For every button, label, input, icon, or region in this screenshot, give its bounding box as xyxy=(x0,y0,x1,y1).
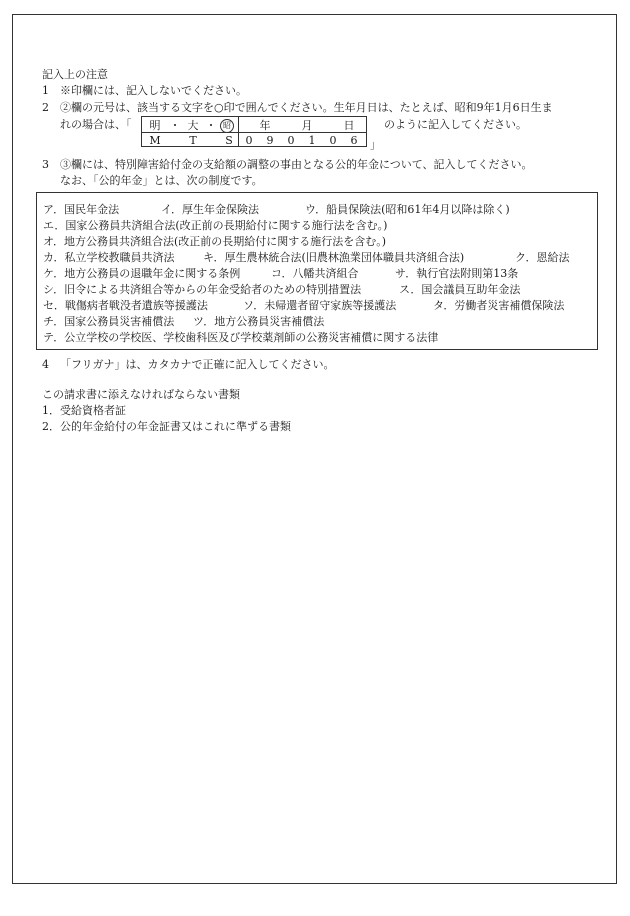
era-date-example-box xyxy=(141,116,367,147)
date-digit: 1 xyxy=(308,134,316,147)
era-taisho: 大 xyxy=(187,119,199,132)
law-item: オ．地方公務員共済組合法(改正前の長期給付に関する施行法を含む。) xyxy=(43,235,387,248)
notes-heading: 記入上の注意 xyxy=(42,68,108,81)
law-item: エ．国家公務員共済組合法(改正前の長期給付に関する施行法を含む。) xyxy=(43,219,388,232)
era-meiji: 明 xyxy=(149,119,161,132)
date-label-month: 月 xyxy=(301,119,313,132)
note-1-text: ※印欄には、記入しないでください。 xyxy=(60,84,247,97)
law-item: チ．国家公務員災害補償法 xyxy=(43,315,175,328)
note-3-number: 3 xyxy=(42,158,49,171)
law-item: ク．恩給法 xyxy=(515,251,570,264)
era-code-s: S xyxy=(225,134,233,147)
law-item: タ．労働者災害補償保険法 xyxy=(433,299,565,312)
era-date-separator xyxy=(238,117,239,146)
note-2-line-2: れの場合は、「 xyxy=(60,118,132,131)
era-code-m: M xyxy=(149,134,161,147)
law-item: ケ．地方公務員の退職年金に関する条例 xyxy=(43,267,241,280)
note-3-line-2: なお、「公的年金」とは、次の制度です。 xyxy=(60,174,263,187)
law-item: キ．厚生農林統合法(旧農林漁業団体職員共済組合法) xyxy=(203,251,465,264)
date-digit: 9 xyxy=(266,134,274,147)
note-2-number: 2 xyxy=(42,101,49,114)
law-item: イ．厚生年金保険法 xyxy=(161,203,260,216)
era-showa-circled xyxy=(220,118,234,133)
public-pension-laws-box xyxy=(36,192,598,350)
note-2-after-example: のように記入してください。 xyxy=(384,118,527,131)
law-item: テ．公立学校の学校医、学校歯科医及び学校薬剤師の公務災害補償に関する法律 xyxy=(43,331,439,344)
note-4-text: 「フリガナ」は、カタカナで正確に記入してください。 xyxy=(60,358,335,371)
era-code-t: T xyxy=(189,134,197,147)
law-item: ツ．地方公務員災害補償法 xyxy=(193,315,325,328)
era-box-divider xyxy=(142,132,366,133)
date-digit: 6 xyxy=(350,134,358,147)
law-item: コ．八幡共済組合 xyxy=(271,267,359,280)
required-documents-heading: この請求書に添えなければならない書類 xyxy=(42,388,240,401)
era-dot-1: ・ xyxy=(169,119,181,132)
date-label-year: 年 xyxy=(259,119,271,132)
law-item: シ．旧令による共済組合等からの年金受給者のための特別措置法 xyxy=(43,283,362,296)
era-showa: 昭 xyxy=(220,119,234,133)
note-4-number: 4 xyxy=(42,358,49,371)
date-digit: 0 xyxy=(329,134,337,147)
note-3-line-1: ③欄には、特別障害給付金の支給額の調整の事由となる公的年金について、記入してください。 xyxy=(60,158,533,171)
required-document-item: 1．受給資格者証 xyxy=(42,404,126,417)
note-2-close-bracket: 」 xyxy=(370,138,381,151)
law-item: サ．執行官法附則第13条 xyxy=(395,267,519,280)
law-item: ウ．船員保険法(昭和61年4月以降は除く) xyxy=(305,203,510,216)
date-label-day: 日 xyxy=(343,119,355,132)
era-dot-2: ・ xyxy=(205,119,217,132)
law-item: ス．国会議員互助年金法 xyxy=(399,283,521,296)
required-document-item: 2．公的年金給付の年金証書又はこれに準ずる書類 xyxy=(42,420,291,433)
note-2-line-1: ②欄の元号は、該当する文字を○印で囲んでください。生年月日は、たとえば、昭和9年1月6日生ま xyxy=(60,101,553,114)
date-digit: 0 xyxy=(245,134,253,147)
law-item: カ．私立学校教職員共済法 xyxy=(43,251,175,264)
note-1-number: 1 xyxy=(42,84,49,97)
law-item: セ．戦傷病者戦没者遺族等援護法 xyxy=(43,299,208,312)
law-item: ソ．未帰還者留守家族等援護法 xyxy=(243,299,397,312)
date-digit: 0 xyxy=(287,134,295,147)
law-item: ア．国民年金法 xyxy=(43,203,120,216)
